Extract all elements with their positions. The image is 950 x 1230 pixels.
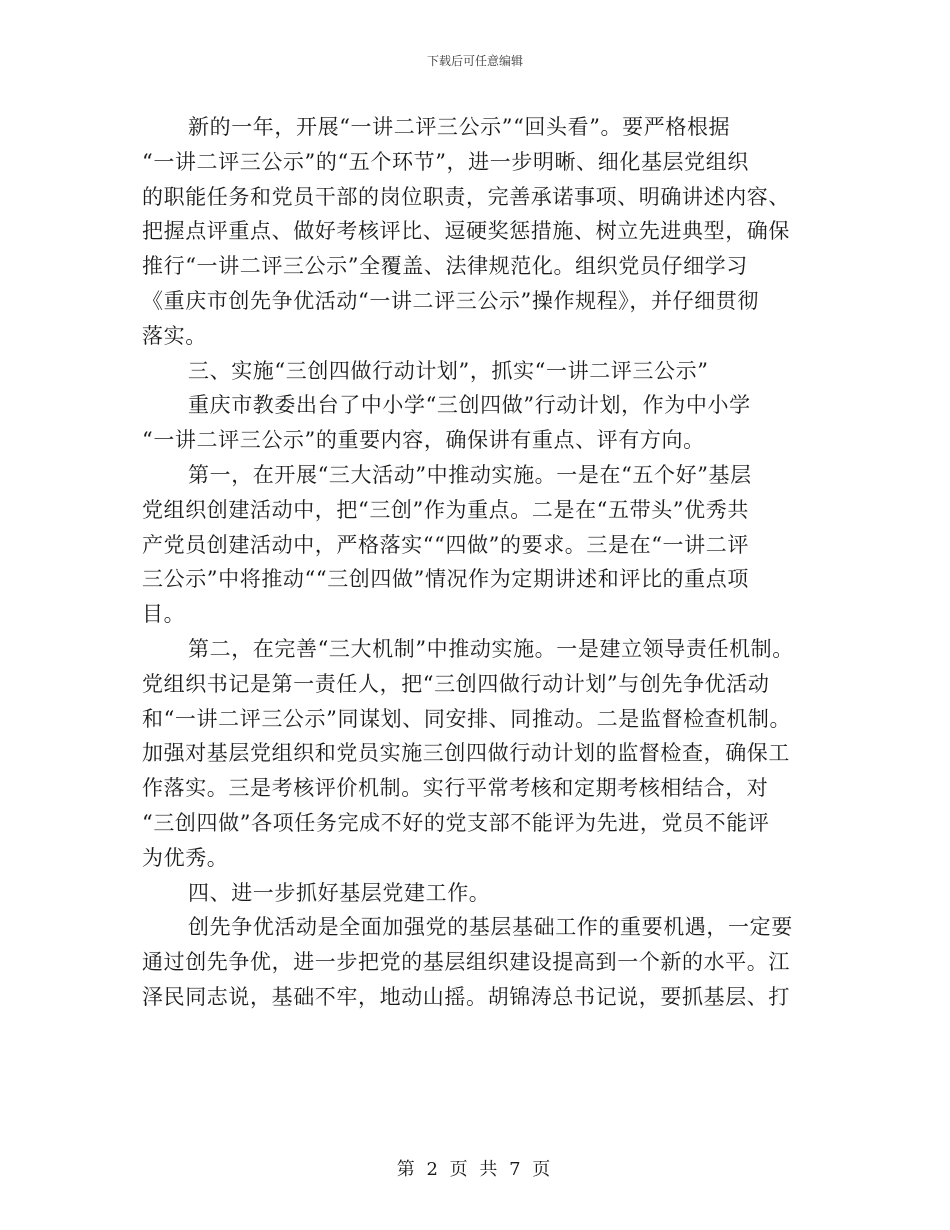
- text-line: “一讲二评三公示”的重要内容，确保讲有重点、评有方向。: [142, 428, 705, 453]
- text-line: 通过创先争优，进一步把党的基层组织建设提高到一个新的水平。江: [142, 950, 790, 975]
- page-header: 下载后可任意编辑: [426, 54, 523, 68]
- text-line: 创先争优活动是全面加强党的基层基础工作的重要机遇，一定要: [188, 915, 793, 940]
- text-line: 新的一年，开展“一讲二评三公示”“回头看”。要严格根据: [188, 115, 731, 139]
- text-line: “三创四做”各项任务完成不好的党支部不能评为先进，党员不能评: [142, 810, 770, 835]
- page-number-footer: 第 2 页 共 7 页: [396, 1159, 554, 1180]
- text-line: “一讲二评三公示”的“五个环节”，进一步明晰、细化基层党组织: [142, 149, 749, 174]
- document-body: [142, 110, 812, 1015]
- section-heading: 四、进一步抓好基层党建工作。: [188, 880, 491, 905]
- text-line: 泽民同志说，基础不牢，地动山摇。胡锦涛总书记说，要抓基层、打: [142, 984, 790, 1009]
- text-line: 产党员创建活动中，严格落实““四做”的要求。三是在“一讲二评: [142, 532, 749, 557]
- text-line: 为优秀。: [142, 845, 229, 870]
- text-line: 第一，在开展“三大活动”中推动实施。一是在“五个好”基层: [188, 462, 752, 487]
- text-line: 和“一讲二评三公示”同谋划、同安排、同推动。二是监督检查机制。: [142, 706, 792, 731]
- text-line: 目。: [142, 602, 186, 627]
- text-line: 作落实。三是考核评价机制。实行平常考核和定期考核相结合，对: [142, 776, 769, 801]
- section-heading: 三、实施“三创四做行动计划”，抓实“一讲二评三公示”: [188, 358, 709, 383]
- text-line: 重庆市教委出台了中小学“三创四做”行动计划，作为中小学: [188, 393, 751, 418]
- text-line: 三公示”中将推动““三创四做”情况作为定期讲述和评比的重点项: [142, 567, 749, 592]
- text-line: 把握点评重点、做好考核评比、逗硬奖惩措施、树立先进典型，确保: [142, 219, 790, 244]
- text-line: 的职能任务和党员干部的岗位职责，完善承诺事项、明确讲述内容、: [142, 184, 790, 209]
- text-line: 推行“一讲二评三公示”全覆盖、法律规范化。组织党员仔细学习: [142, 254, 748, 279]
- text-line: 党组织创建活动中，把“三创”作为重点。二是在“五带头”优秀共: [142, 497, 749, 522]
- text-line: 党组织书记是第一责任人，把“三创四做行动计划”与创先争优活动: [142, 671, 770, 696]
- text-line: 加强对基层党组织和党员实施三创四做行动计划的监督检查，确保工: [142, 741, 790, 766]
- text-line: 《重庆市创先争优活动“一讲二评三公示”操作规程》，并仔细贯彻: [142, 288, 759, 313]
- text-line: 落实。: [142, 323, 207, 348]
- text-line: 第二，在完善“三大机制”中推动实施。一是建立领导责任机制。: [188, 636, 794, 661]
